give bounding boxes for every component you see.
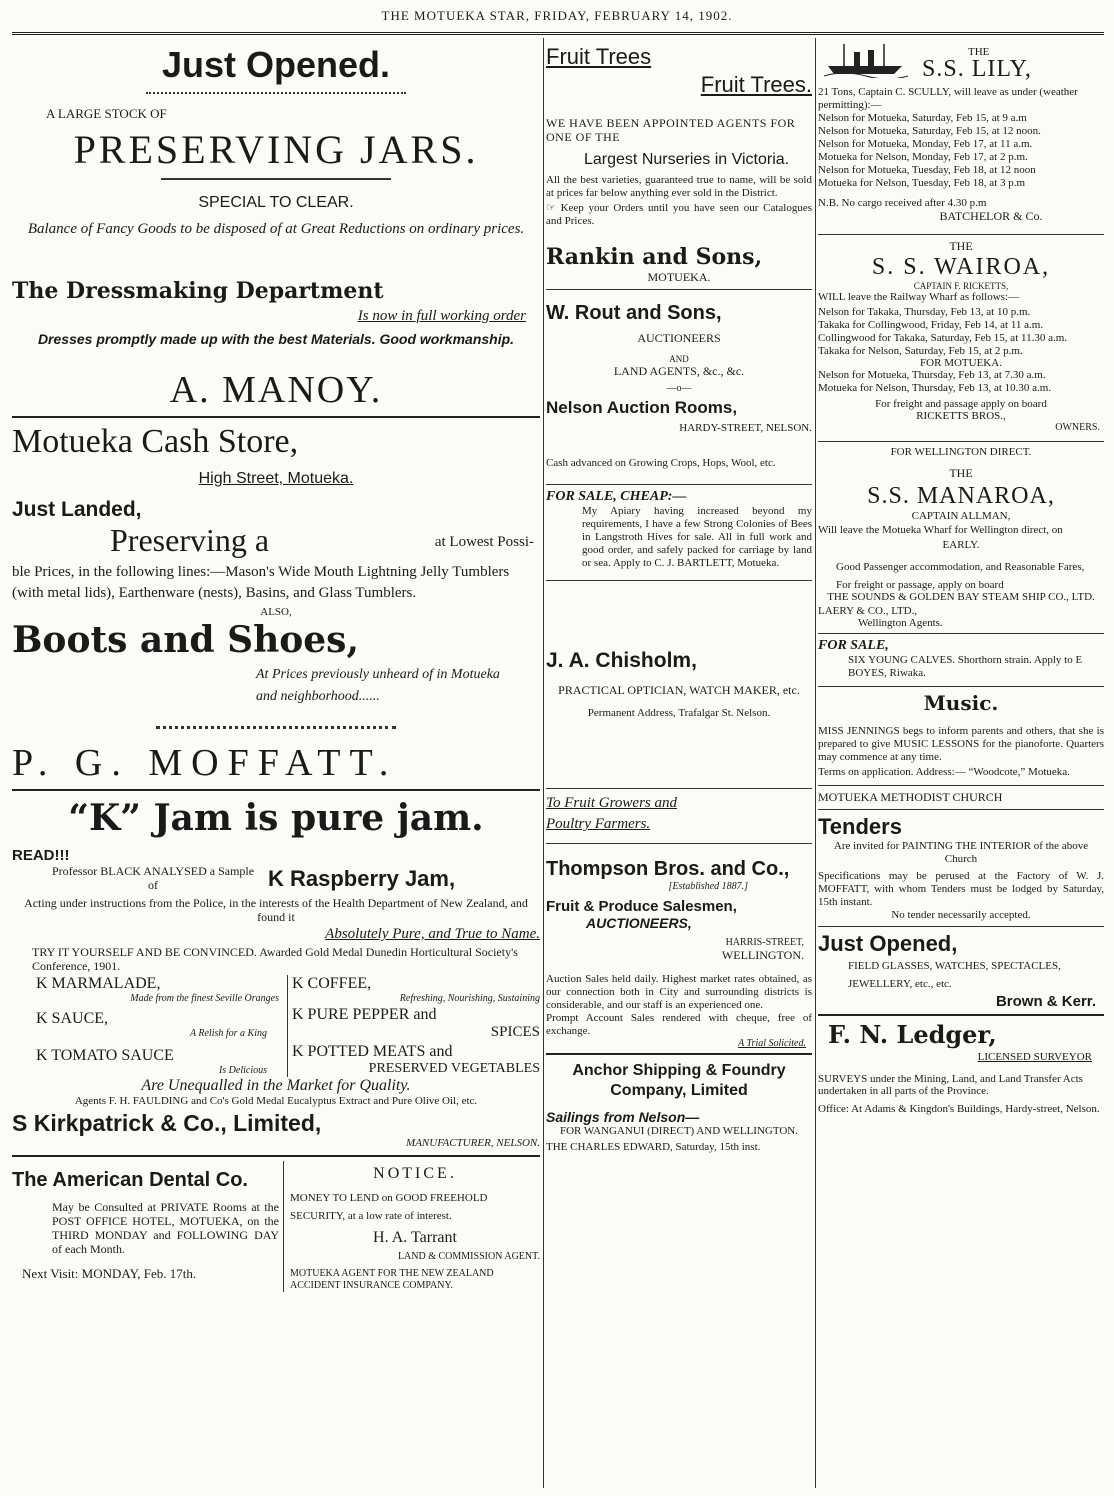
manaroa-company: THE SOUNDS & GOLDEN BAY STEAM SHIP CO., LTD. bbox=[827, 591, 1095, 603]
ss-manaroa-ad bbox=[818, 446, 1104, 629]
fruit-appointed: WE HAVE BEEN APPOINTED AGENTS FOR ONE OF THE bbox=[546, 116, 796, 144]
divider bbox=[546, 788, 812, 789]
sailing-row: Motueka for Nelson, Thursday, Feb 13, at 10.30 a.m. bbox=[818, 382, 1052, 394]
k-jam-read: READ!!! bbox=[12, 847, 70, 864]
moffatt-prices: At Prices previously unheard of in Motueka and neighborhood...... bbox=[256, 667, 500, 704]
church-none: No tender necessarily accepted. bbox=[891, 909, 1031, 921]
manaroa-early: EARLY. bbox=[942, 539, 980, 551]
dressmaking-title: The Dressmaking Department bbox=[12, 278, 384, 304]
header-rule bbox=[12, 32, 1104, 35]
ss-wairoa-ad bbox=[818, 239, 1104, 433]
chisholm-ad bbox=[546, 649, 812, 720]
ledger-office: Office: At Adams & Kingdon's Buildings, Hardy-street, Nelson. bbox=[818, 1103, 1100, 1115]
lily-agent: BATCHELOR & Co. bbox=[939, 209, 1043, 223]
moffatt-lowest: at Lowest Possi- bbox=[434, 534, 534, 550]
divider bbox=[818, 926, 1104, 927]
fruit-growers-heading: To Fruit Growers and Poultry Farmers. bbox=[546, 795, 678, 832]
music-terms: Terms on application. Address:— “Woodcote,” Motueka. bbox=[818, 766, 1070, 778]
fruit-best: All the best varieties, guaranteed true to name, will be sold at prices far below anything ever sold in the District. bbox=[546, 174, 812, 199]
moffatt-also: ALSO, bbox=[260, 606, 292, 618]
church-body: Are invited for PAINTING THE INTERIOR of the above Church bbox=[833, 840, 1089, 865]
fruit-title-2: Fruit Trees. bbox=[700, 72, 812, 97]
bees-body: My Apiary having increased beyond my requirements, I have a few Strong Colonies of Bees in Langstroth Hives for sale. All in full work and good order, and safely packed for carriage by land or sea. Apply to C. J. BARTLETT, Motueka. bbox=[582, 505, 812, 569]
ss-lily-ad bbox=[818, 38, 1104, 224]
moffatt-ad bbox=[12, 422, 540, 785]
divider bbox=[818, 441, 1104, 442]
rout-cash: Cash advanced on Growing Crops, Hops, Wool, etc. bbox=[546, 457, 776, 469]
k-jam-unequalled: Are Unequalled in the Market for Quality. bbox=[141, 1077, 411, 1094]
methodist-church-ad bbox=[818, 790, 1104, 922]
column-rule-2 bbox=[815, 38, 816, 1488]
brown-name: Brown & Kerr. bbox=[995, 993, 1096, 1010]
manaroa-direct: FOR WELLINGTON DIRECT. bbox=[890, 446, 1032, 458]
manoy-name: A. MANOY. bbox=[169, 369, 383, 411]
ledger-role: LICENSED SURVEYOR bbox=[977, 1051, 1092, 1063]
bottom-ads bbox=[12, 1161, 540, 1292]
anchor-name: Anchor Shipping & Foundry Company, Limited bbox=[572, 1062, 786, 1099]
wairoa-owners-2: OWNERS. bbox=[1055, 422, 1100, 433]
thompson-city: WELLINGTON. bbox=[721, 948, 804, 962]
manaroa-agents-2: Wellington Agents. bbox=[858, 617, 943, 629]
moffatt-preserving: Preserving a bbox=[110, 522, 270, 558]
manoy-stock-label: A LARGE STOCK OF bbox=[46, 106, 167, 121]
rout-role-2: LAND AGENTS, &c., &c. bbox=[613, 364, 745, 378]
notice-name: H. A. Tarrant bbox=[373, 1229, 457, 1246]
dressmaking-body: Dresses promptly made up with the best Materials. Good workmanship. bbox=[37, 331, 515, 347]
tarrant-notice bbox=[284, 1161, 540, 1292]
k-product: K MARMALADE, Made from the finest Seville Oranges bbox=[36, 975, 279, 1004]
column-2 bbox=[546, 38, 812, 1153]
anchor-sail: Sailings from Nelson— bbox=[546, 1109, 700, 1125]
page-header: THE MOTUEKA STAR, FRIDAY, FEBRUARY 14, 1902. bbox=[381, 8, 733, 23]
fruit-firm: Rankin and Sons, bbox=[546, 244, 763, 270]
music-ad bbox=[818, 691, 1104, 779]
k-jam-firm: S Kirkpatrick & Co., Limited, bbox=[12, 1110, 322, 1136]
column-1 bbox=[12, 38, 540, 1292]
brown-kerr-ad bbox=[818, 931, 1104, 1010]
chisholm-role: PRACTICAL OPTICIAN, WATCH MAKER, etc. bbox=[558, 683, 800, 697]
manaroa-captain: CAPTAIN ALLMAN, bbox=[911, 510, 1011, 522]
divider bbox=[546, 289, 812, 290]
fruit-trees-ad bbox=[546, 44, 812, 285]
sailing-row: Nelson for Takaka, Thursday, Feb 13, at 10 p.m. bbox=[818, 306, 1031, 318]
moffatt-boots: Boots and Shoes, bbox=[12, 619, 359, 661]
lily-intro: 21 Tons, Captain C. SCULLY, will leave as under (weather permitting):— bbox=[818, 86, 1078, 111]
sailing-row: Takaka for Collingwood, Friday, Feb 14, at 11 a.m. bbox=[818, 319, 1044, 331]
divider bbox=[818, 686, 1104, 687]
manaroa-freight: For freight or passage, apply on board bbox=[836, 579, 1004, 591]
manoy-ad bbox=[12, 44, 540, 412]
divider bbox=[818, 1014, 1104, 1016]
k-jam-acting: Acting under instructions from the Police, in the interests of the Health Department of New Zealand, and found it bbox=[24, 896, 528, 924]
moffatt-name: P. G. MOFFATT. bbox=[12, 742, 398, 784]
church-name: MOTUEKA METHODIST CHURCH bbox=[818, 790, 1003, 804]
sailing-row: Collingwood for Takaka, Saturday, Feb 15, at 11.30 a.m. bbox=[818, 332, 1068, 344]
rout-street: HARDY-STREET, NELSON. bbox=[679, 422, 812, 434]
k-product: K TOMATO SAUCE Is Delicious bbox=[36, 1047, 267, 1076]
k-jam-title: “K” Jam is pure jam. bbox=[68, 797, 484, 839]
k-product: K PURE PEPPER and SPICES bbox=[292, 1006, 540, 1040]
sailing-row: Motueka for Nelson, Monday, Feb 17, at 2 p.m. bbox=[818, 151, 1028, 163]
divider bbox=[12, 416, 540, 418]
k-product: K POTTED MEATS and PRESERVED VEGETABLES bbox=[292, 1043, 540, 1076]
rout-ad bbox=[546, 302, 812, 474]
fruit-title-1: Fruit Trees bbox=[546, 44, 652, 69]
wairoa-sailings bbox=[818, 306, 1104, 357]
thompson-name: Thompson Bros. and Co., bbox=[546, 858, 790, 880]
divider bbox=[546, 843, 812, 844]
ledger-body: SURVEYS under the Mining, Land, and Land Transfer Acts undertaken in all parts of the Province. bbox=[818, 1073, 1083, 1097]
ornament-rule bbox=[161, 178, 391, 180]
rout-and: AND bbox=[669, 354, 689, 364]
anchor-route: FOR WANGANUI (DIRECT) AND WELLINGTON. bbox=[559, 1125, 798, 1137]
k-jam-ad bbox=[12, 795, 540, 1149]
manoy-jars: PRESERVING JARS. bbox=[73, 127, 479, 172]
divider bbox=[546, 484, 812, 485]
sailing-row: Nelson for Motueka, Tuesday, Feb 18, at 12 noon bbox=[818, 164, 1036, 176]
anchor-ad bbox=[546, 1061, 812, 1153]
divider bbox=[12, 789, 540, 791]
k-jam-pure: Absolutely Pure, and True to Name. bbox=[325, 926, 540, 942]
rout-role-1: AUCTIONEERS bbox=[637, 331, 721, 345]
thompson-prompt: Prompt Account Sales rendered with cheque, free of exchange. bbox=[546, 1012, 812, 1037]
lily-sailings bbox=[818, 112, 1104, 189]
steamship-icon bbox=[824, 40, 908, 78]
fruit-keep: ☞ Keep your Orders until you have seen our Catalogues and Prices. bbox=[546, 202, 812, 227]
moffatt-landed: Just Landed, bbox=[12, 498, 142, 521]
sailing-row: Nelson for Motueka, Thursday, Feb 13, at 7.30 a.m. bbox=[818, 369, 1046, 381]
k-product: K COFFEE, Refreshing, Nourishing, Sustaining bbox=[292, 975, 540, 1004]
rout-rooms: Nelson Auction Rooms, bbox=[546, 398, 738, 417]
column-3 bbox=[818, 38, 1104, 1115]
k-products-right bbox=[288, 975, 540, 1077]
manaroa-name: S.S. MANAROA, bbox=[867, 483, 1055, 509]
ledger-name: F. N. Ledger, bbox=[828, 1020, 997, 1049]
moffatt-street: High Street, Motueka. bbox=[198, 470, 354, 487]
manaroa-the: THE bbox=[949, 466, 973, 480]
sailing-row: Nelson for Motueka, Saturday, Feb 15, at 9 a.m bbox=[818, 112, 1027, 124]
manoy-fancy-goods: Balance of Fancy Goods to be disposed of at Great Reductions on ordinary prices. bbox=[27, 221, 525, 237]
thompson-role-1: Fruit & Produce Salesmen, bbox=[546, 898, 737, 915]
dressmaking-status: Is now in full working order bbox=[357, 308, 526, 324]
calves-title: FOR SALE, bbox=[818, 638, 889, 653]
ornament-rule bbox=[156, 726, 396, 729]
dental-title: The American Dental Co. bbox=[12, 1169, 248, 1191]
chisholm-name: J. A. Chisholm, bbox=[546, 649, 697, 672]
divider bbox=[12, 1155, 540, 1157]
thompson-est: [Established 1887.] bbox=[668, 881, 748, 892]
lily-nb: N.B. No cargo received after 4.30 p.m bbox=[818, 197, 987, 209]
notice-agent: MOTUEKA AGENT FOR THE NEW ZEALAND ACCIDENT INSURANCE COMPANY. bbox=[290, 1268, 494, 1291]
brown-title: Just Opened, bbox=[818, 931, 958, 956]
divider bbox=[818, 785, 1104, 786]
wairoa-freight: For freight and passage apply on board bbox=[875, 398, 1047, 410]
manaroa-leave: Will leave the Motueka Wharf for Wellington direct, on bbox=[818, 524, 1063, 536]
sailing-row: Nelson for Motueka, Monday, Feb 17, at 11 a.m. bbox=[818, 138, 1033, 150]
manaroa-agents: LAERY & CO., LTD., bbox=[818, 605, 918, 617]
sailing-row: Motueka for Nelson, Tuesday, Feb 18, at 3 p.m bbox=[818, 177, 1026, 189]
k-jam-try: TRY IT YOURSELF AND BE CONVINCED. Awarded Gold Medal Dunedin Horticultural Society's Conference, 1901. bbox=[32, 945, 518, 973]
manoy-special: SPECIAL TO CLEAR. bbox=[198, 194, 354, 211]
wairoa-owners: RICKETTS BROS., bbox=[916, 410, 1006, 422]
k-products-left bbox=[12, 975, 288, 1077]
divider bbox=[818, 633, 1104, 634]
thompson-street: HARRIS-STREET, bbox=[725, 937, 804, 948]
dental-next-visit: Next Visit: MONDAY, Feb. 17th. bbox=[22, 1266, 197, 1281]
ornament-rule bbox=[146, 92, 406, 94]
manaroa-passenger: Good Passenger accommodation, and Reasonable Fares, bbox=[836, 561, 1085, 573]
manoy-title: Just Opened. bbox=[161, 44, 391, 85]
chisholm-address: Permanent Address, Trafalgar St. Nelson. bbox=[587, 707, 771, 719]
wairoa-sailings-2 bbox=[818, 369, 1104, 394]
pointing-hand-icon: ☞ bbox=[546, 202, 561, 214]
k-jam-manufacturer: MANUFACTURER, NELSON. bbox=[406, 1137, 540, 1149]
notice-body: MONEY TO LEND on GOOD FREEHOLD SECURITY, at a low rate of interest. bbox=[290, 1192, 488, 1222]
divider bbox=[546, 580, 812, 581]
fruit-place: MOTUEKA. bbox=[647, 270, 711, 284]
calves-sale-ad bbox=[818, 638, 1104, 680]
bees-sale-ad bbox=[546, 489, 812, 570]
k-jam-agents: Agents F. H. FAULDING and Co's Gold Medal Eucalyptus Extract and Pure Olive Oil, etc. bbox=[74, 1095, 478, 1107]
brown-body: FIELD GLASSES, WATCHES, SPECTACLES, JEWELLERY, etc., etc. bbox=[848, 960, 1061, 990]
column-rule-1 bbox=[543, 38, 544, 1488]
lily-the: THE bbox=[968, 46, 990, 58]
rout-sep: —o— bbox=[666, 383, 692, 394]
thompson-body: Auction Sales held daily. Highest market rates obtained, as our connection both in City and surrounding districts is considerable, and our staff is an experienced one. bbox=[546, 973, 812, 1011]
wairoa-captain: CAPTAIN F. RICKETTS, bbox=[913, 281, 1009, 291]
k-product: K SAUCE, A Relish for a King bbox=[36, 1010, 267, 1039]
divider bbox=[546, 1053, 812, 1055]
wairoa-intro: WILL leave the Railway Wharf as follows:— bbox=[818, 291, 1019, 303]
church-spec: Specifications may be perused at the Factory of W. J. MOFFATT, with whom Tenders must be lodged by Saturday, 15th instant. bbox=[818, 870, 1104, 908]
k-jam-professor: Professor BLACK ANALYSED a Sample of bbox=[51, 864, 255, 892]
thompson-role-2: AUCTIONEERS, bbox=[586, 915, 692, 931]
calves-body: SIX YOUNG CALVES. Shorthorn strain. Apply to E BOYES, Riwaka. bbox=[848, 654, 1083, 679]
dental-body: May be Consulted at PRIVATE Rooms at the POST OFFICE HOTEL, MOTUEKA, on the THIRD MONDAY and FOLLOWING DAY of each Month. bbox=[52, 1200, 279, 1256]
sailing-row: Takaka for Nelson, Saturday, Feb 15, at 2 p.m. bbox=[818, 345, 1023, 357]
rout-title: W. Rout and Sons, bbox=[546, 302, 722, 324]
thompson-ad bbox=[546, 858, 812, 1049]
divider bbox=[818, 234, 1104, 235]
divider bbox=[818, 809, 1104, 810]
ledger-ad bbox=[818, 1020, 1104, 1115]
k-jam-raspberry: K Raspberry Jam, bbox=[268, 866, 456, 891]
music-body: MISS JENNINGS begs to inform parents and others, that she is prepared to give MUSIC LESSONS for the pianoforte. Quarters may commence at any time. bbox=[818, 725, 1104, 763]
bees-title: FOR SALE, CHEAP:— bbox=[546, 489, 687, 504]
music-title: Music. bbox=[923, 691, 999, 715]
wairoa-name: S. S. WAIROA, bbox=[871, 254, 1051, 280]
moffatt-body: ble Prices, in the following lines:—Mason's Wide Mouth Lightning Jelly Tumblers (with metal lids), Earthenware (nests), Basins, and Glass Tumblers. bbox=[12, 564, 510, 601]
wairoa-the: THE bbox=[949, 239, 973, 253]
anchor-ship: THE CHARLES EDWARD, Saturday, 15th inst. bbox=[546, 1141, 761, 1153]
fruit-nurseries: Largest Nurseries in Victoria. bbox=[584, 151, 790, 168]
sailing-row: Nelson for Motueka, Saturday, Feb 15, at 12 noon. bbox=[818, 125, 1041, 137]
notice-role: LAND & COMMISSION AGENT. bbox=[397, 1251, 540, 1262]
wairoa-for-motueka: FOR MOTUEKA. bbox=[920, 357, 1002, 369]
lily-name: S.S. LILY, bbox=[922, 56, 1032, 82]
american-dental-ad bbox=[12, 1161, 284, 1292]
thompson-trial: A Trial Solicited. bbox=[738, 1038, 806, 1049]
church-tenders: Tenders bbox=[818, 814, 902, 839]
notice-title: NOTICE. bbox=[373, 1165, 457, 1182]
moffatt-store: Motueka Cash Store, bbox=[12, 423, 299, 460]
